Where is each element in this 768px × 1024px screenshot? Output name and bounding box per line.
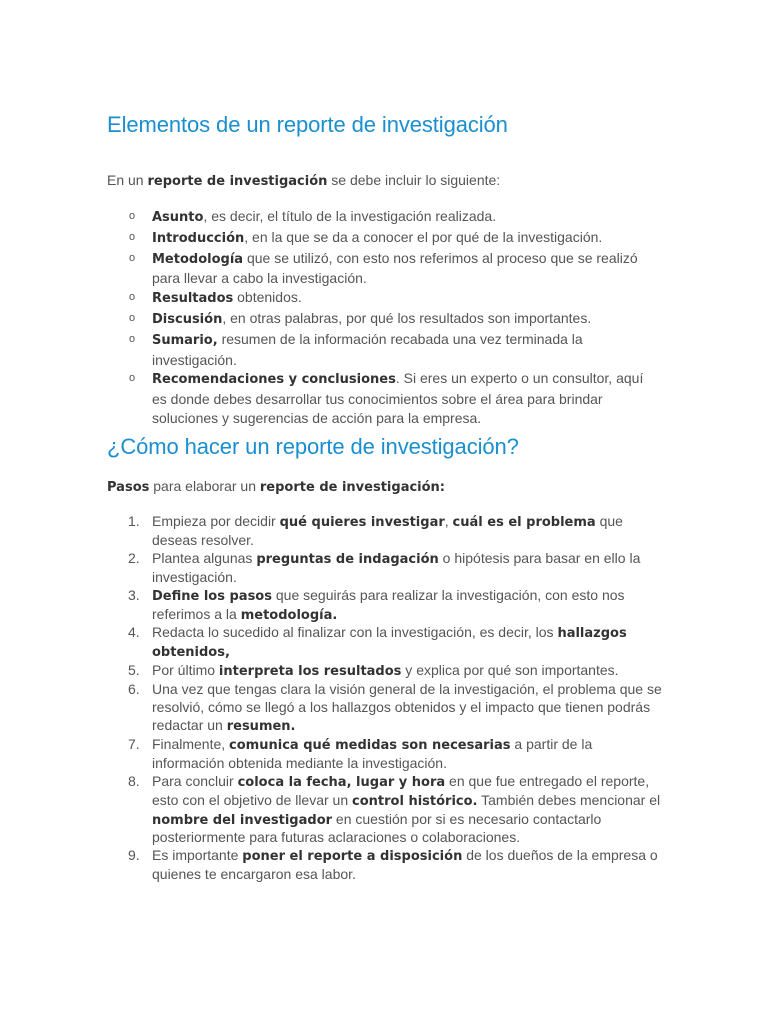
intro-text-post: se debe incluir lo siguiente: (327, 172, 501, 188)
list-item (107, 330, 647, 370)
step-text: que deseas resolver. (152, 513, 623, 548)
step-number: 5. (128, 662, 140, 679)
step-number: 1. (128, 513, 140, 529)
step-bold-text: metodología. (240, 607, 338, 623)
bullet-marker: o (129, 230, 136, 243)
item-text: , es decir, el título de la investigación realizada. (203, 208, 497, 224)
list-item (107, 207, 647, 228)
step-item (107, 513, 667, 550)
step-text: a partir de la información obtenida mediante la investigación. (152, 735, 593, 771)
bullet-marker: o (129, 372, 136, 385)
item-term: Sumario, (152, 332, 218, 348)
step-item (107, 773, 667, 848)
step-bold-text: poner el reporte a disposición (242, 849, 463, 865)
step-text: También debes mencionar el (477, 791, 661, 808)
step-number: 7. (128, 735, 140, 752)
step-bold-text: Define los pasos (152, 588, 272, 604)
step-bold-text: coloca la fecha, lugar y hora (237, 774, 446, 790)
step-item (107, 550, 667, 587)
step-text: que seguirás para realizar la investigación, con esto nos referimos a la (152, 586, 625, 622)
item-text: obtenidos. (233, 289, 302, 306)
step-bold-text: control histórico. (352, 793, 478, 809)
item-term: Resultados (152, 291, 234, 307)
step-bold-text: hallazgos obtenidos, (152, 626, 627, 661)
intro-paragraph (107, 171, 500, 192)
item-term: Discusión (152, 311, 223, 327)
steps-lead-bold2: reporte de investigación: (259, 480, 446, 495)
step-bold-text: preguntas de indagación (256, 551, 439, 567)
step-text: en que fue entregado el reporte, esto con el objetivo de llevar un (152, 772, 650, 808)
item-text: . Si eres un experto o un consultor, aquí es donde debes desarrollar tus conocimientos sobre el área para brindar soluciones y sugerencias de acción para la empresa. (152, 370, 644, 426)
elements-list (107, 207, 647, 428)
step-item (107, 847, 667, 884)
section-title-elements: Elementos de un reporte de investigación (107, 112, 508, 137)
step-text: y explica por qué son importantes. (401, 662, 619, 679)
step-item (107, 662, 667, 681)
step-text: Plantea algunas (152, 549, 257, 566)
item-term: Asunto (152, 210, 204, 225)
step-bold-text: qué quieres investigar (279, 515, 445, 530)
step-number: 6. (128, 681, 140, 698)
list-item (107, 249, 647, 289)
list-item (107, 309, 647, 330)
step-number: 3. (128, 586, 140, 603)
step-text: Empieza por decidir (152, 513, 280, 529)
step-text: Una vez que tengas clara la visión general de la investigación, el problema que se resolvió, cómo se llegó a los hallazgos obtenidos y el impacto que tienen podrás redactar un (152, 681, 662, 733)
bullet-marker: o (129, 251, 136, 264)
steps-lead-mid: para elaborar un (149, 478, 260, 494)
item-term: Introducción (152, 230, 245, 246)
step-number: 2. (128, 549, 140, 566)
item-term: Recomendaciones y conclusiones (152, 372, 396, 388)
step-item (107, 681, 667, 736)
bullet-marker: o (129, 332, 136, 345)
list-item (107, 369, 647, 427)
item-text: resumen de la información recabada una vez terminada la investigación. (152, 330, 583, 368)
bullet-marker: o (129, 311, 136, 324)
step-text: en cuestión por si es necesario contactarlo posteriormente para futuras aclaraciones o colaboraciones. (152, 810, 602, 846)
step-number: 8. (128, 772, 140, 789)
item-text: , en la que se da a conocer el por qué de la investigación. (244, 228, 603, 245)
step-number: 9. (128, 847, 140, 864)
steps-lead (107, 477, 445, 498)
step-bold-text: comunica qué medidas son necesarias (229, 737, 511, 753)
list-item (107, 228, 647, 249)
section-title-how-to: ¿Cómo hacer un reporte de investigación? (107, 434, 519, 459)
steps-list (107, 513, 667, 884)
step-item (107, 624, 667, 662)
step-text: , (444, 513, 453, 529)
step-text: Redacta lo sucedido al finalizar con la investigación, es decir, los (152, 624, 558, 641)
step-bold-text: nombre del investigador (152, 812, 333, 828)
step-bold-text: resumen. (226, 718, 296, 734)
item-text: que se utilizó, con esto nos referimos al proceso que se realizó para llevar a cabo la investigación. (152, 249, 638, 287)
bullet-marker: o (129, 210, 136, 222)
step-item (107, 587, 667, 625)
intro-text-bold: reporte de investigación (147, 174, 328, 189)
step-text: Finalmente, (152, 735, 230, 752)
step-item (107, 736, 667, 773)
step-text: de los dueños de la empresa o quienes te encargaron esa labor. (152, 847, 658, 883)
list-item (107, 288, 647, 309)
step-text: o hipótesis para basar en ello la investigación. (152, 549, 641, 585)
step-text: Es importante (152, 847, 243, 864)
item-term: Metodología (152, 251, 244, 267)
step-text: Por último (152, 662, 219, 679)
step-bold-text: cuál es el problema (452, 515, 596, 530)
step-bold-text: interpreta los resultados (218, 664, 402, 680)
step-number: 4. (128, 624, 140, 641)
step-text: Para concluir (152, 772, 238, 789)
bullet-marker: o (129, 291, 136, 304)
steps-lead-bold1: Pasos (107, 480, 150, 495)
item-text: , en otras palabras, por qué los resultados son importantes. (222, 309, 592, 326)
intro-text-pre: En un (107, 172, 148, 188)
